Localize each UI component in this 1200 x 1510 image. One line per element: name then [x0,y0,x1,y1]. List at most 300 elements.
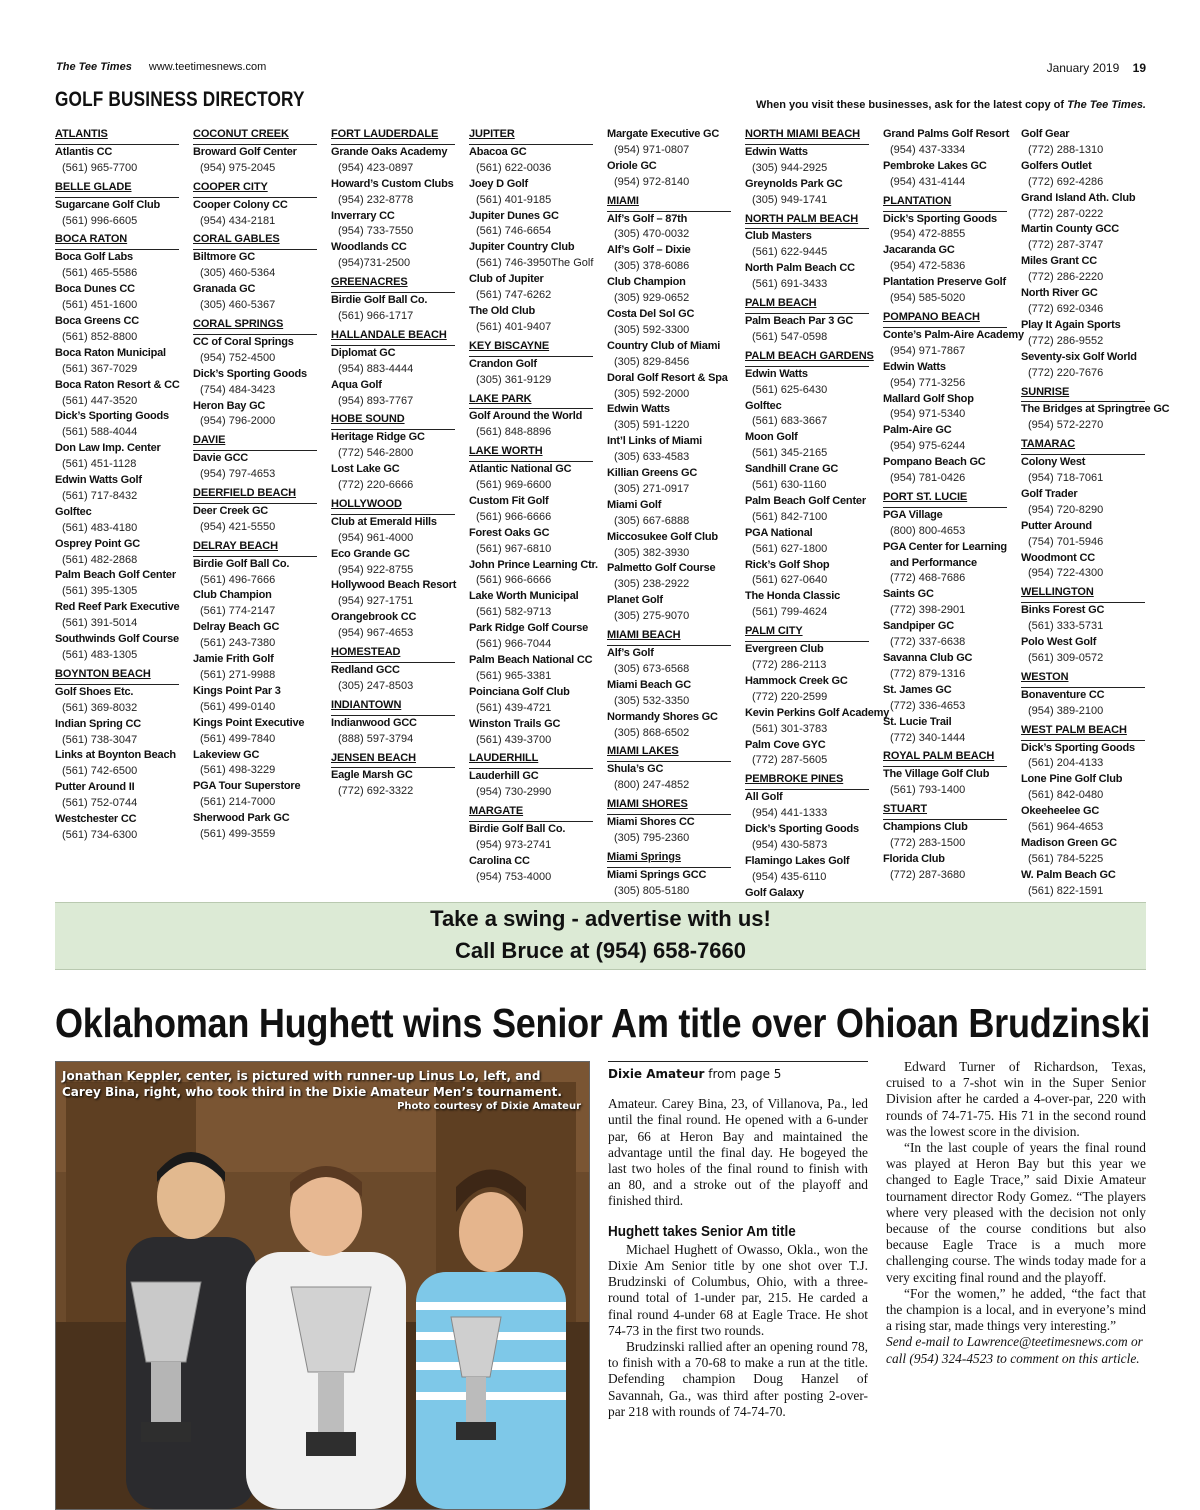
directory-phone: (561) 747-6262 [476,289,552,302]
directory-phone: (305) 592-3300 [614,323,690,336]
directory-business-name: Dick’s Sporting Goods [745,823,859,836]
directory-business-name: Forest Oaks GC [469,526,550,539]
directory-phone: (772) 286-2220 [1028,271,1104,284]
directory-business-name: Aqua Golf [331,378,382,391]
directory-city-heading: PALM CITY [745,624,869,642]
directory-business-name: Lakeview GC [193,748,260,761]
directory-business-name: Golf Shoes Etc. [55,685,134,698]
directory-business-name: Martin County GCC [1021,223,1120,236]
directory-business-name: Carolina CC [469,854,530,867]
directory-business-name: Int’l Links of Miami [607,435,703,448]
directory-business-name: Edwin Watts [883,360,946,373]
directory-phone: (772) 220-2599 [752,690,828,703]
directory-city-heading: Miami Springs [607,850,731,868]
directory-business-name: North Palm Beach CC [745,262,855,275]
directory-phone: (772) 692-0346 [1028,302,1104,315]
directory-phone: (561) 967-6810 [476,542,552,555]
advertise-banner[interactable] [55,902,1146,970]
page-number: 19 [1132,61,1146,75]
directory-business-name: Polo West Golf [1021,636,1097,649]
directory-business-name: Binks Forest GC [1021,604,1105,617]
directory-business-name: John Prince Learning Ctr. [469,558,598,571]
directory-business-name: Atlantic National GC [469,463,572,476]
directory-business-name: Jupiter Dunes GC [469,209,559,222]
directory-business-name: Eagle Marsh GC [331,769,413,782]
directory-phone: (954) 961-4000 [338,531,414,544]
directory-phone: (305) 929-0652 [614,292,690,305]
directory-city-heading: WEST PALM BEACH [1021,723,1145,741]
directory-business-name: Golf Trader [1021,487,1078,500]
directory-phone: (954) 423-0897 [338,161,414,174]
directory-business-name: Boca Golf Labs [55,251,133,264]
directory-phone: (561) 439-3700 [476,733,552,746]
directory-phone: (561) 333-5731 [1028,620,1104,633]
advertise-line-1: Take a swing - advertise with us! [430,906,771,931]
directory-business-name: Grand Island Ath. Club [1021,191,1136,204]
directory-city-heading: KEY BISCAYNE [469,339,593,357]
directory-business-name: Hammock Creek GC [745,674,848,687]
publication-name: The Tee Times [56,61,132,73]
article-paragraph: “In the last couple of years the final round was played at Heron Bay but this year we changed to Eagle Trace,” said Dixie Amateur tournament director Rody Gomez. “The players where very pleased with the decision not only because of the course conditions but also because Eagle Trace is a much more challenging course. The winds today made for a very exciting final round and the playoff. [886,1140,1146,1285]
directory-business-name: Lost Lake GC [331,463,400,476]
directory-business-name: Champions Club [883,821,968,834]
directory-business-name: Crandon Golf [469,357,537,370]
directory-business-name: Links at Boynton Beach [55,749,176,762]
directory-phone: (305) 275-9070 [614,610,690,623]
directory-phone: (305) 944-2925 [752,161,828,174]
directory-business-name: North River GC [1021,287,1098,300]
directory-phone: (561) 369-8032 [62,701,138,714]
photo-illustration [56,1062,589,1509]
directory-business-name: Alf’s Golf [607,647,654,659]
directory-business-name: Birdie Golf Ball Co. [331,294,428,307]
directory-business-name: Miccosukee Golf Club [607,530,718,543]
directory-phone: (772) 283-1500 [890,836,966,849]
directory-phone: (954) 585-5020 [890,292,966,305]
directory-city-heading: PALM BEACH GARDENS [745,349,869,367]
directory-business-name: Country Club of Miami [607,339,721,352]
directory-phone: (954) 971-7867 [890,344,966,357]
directory-city-heading: MARGATE [469,804,593,822]
directory-column-8 [1021,127,1170,900]
directory-note [756,99,1146,111]
article-paragraph: Brudzinski rallied after an opening round 78, to finish with a 70-68 to make a run at the title. Defending champion Doug Hanzel of Savannah, Ga., was third after posting 2-over-par 218 with rounds of 74-74-70. [608,1339,868,1419]
directory-phone: (561) 345-2165 [752,447,828,460]
directory-phone: (561) 752-0744 [62,797,138,810]
directory-phone: (305) 591-1220 [614,419,690,432]
directory-phone: (305) 532-3350 [614,694,690,707]
directory-phone: (561) 842-7100 [752,510,828,523]
directory-business-name: Lake Worth Municipal [469,590,579,603]
directory-phone: (561) 848-8896 [476,426,552,439]
directory-column-2 [193,127,317,843]
directory-city-heading: JENSEN BEACH [331,751,455,769]
directory-city-heading: LAUDERHILL [469,751,593,769]
directory-business-name: Sugarcane Golf Club [55,198,160,211]
directory-business-name: Evergreen Club [745,643,824,656]
directory-business-name: St. Lucie Trail [883,715,952,728]
article-column-2 [886,1059,1146,1367]
directory-business-name: Deer Creek GC [193,504,269,517]
directory-business-name: The Village Golf Club [883,768,990,781]
directory-business-name: Osprey Point GC [55,537,141,550]
directory-city-heading: STUART [883,802,1007,820]
website-link[interactable]: www.teetimesnews.com [148,61,267,73]
directory-phone: (305) 667-6888 [614,514,690,527]
directory-business-name: Dick’s Sporting Goods [1021,741,1135,754]
directory-business-name: Golfers Outlet [1021,159,1092,172]
directory-business-name: Miami Springs GCC [607,868,707,881]
directory-phone: (954) 441-1333 [752,807,828,820]
directory-city-heading: PORT ST. LUCIE [883,490,1007,508]
directory-phone: (954) 733-7550 [338,225,414,238]
directory-phone: (561) 822-1591 [1028,884,1104,897]
directory-phone: (561) 401-9407 [476,320,552,333]
directory-business-name: Don Law Imp. Center [55,442,161,455]
directory-business-name: Lone Pine Golf Club [1021,773,1123,786]
directory-city-heading: MIAMI BEACH [607,628,731,646]
directory-business-name: Woodmont CC [1021,551,1095,564]
directory-business-name: Club at Emerald Hills [331,515,437,528]
directory-phone: (772) 879-1316 [890,667,966,680]
directory-business-name: Golftec [745,399,782,412]
directory-phone: (772) 546-2800 [338,447,414,460]
directory-phone: (305) 673-6568 [614,662,690,675]
directory-city-heading: NORTH MIAMI BEACH [745,127,869,145]
directory-phone: (954) 472-5836 [890,260,966,273]
directory-city-heading: COCONUT CREEK [193,127,317,145]
directory-phone: (954) 472-8855 [890,228,966,241]
directory-phone: (305) 361-9129 [476,373,552,386]
directory-city-heading: GREENACRES [331,275,455,293]
directory-phone: (954)731-2500 [338,257,411,270]
directory-business-name: Palm Beach Golf Center [745,494,866,507]
directory-business-name: Palm Cove GYC [745,738,826,751]
directory-phone: (561) 842-0480 [1028,789,1104,802]
directory-city-heading: HALLANDALE BEACH [331,328,455,346]
directory-business-name: Miami Beach GC [607,678,692,691]
directory-business-name: Palm Beach Par 3 GC [745,314,854,327]
directory-business-name: Sandpiper GC [883,620,954,633]
directory-business-name: Seventy-six Golf World [1021,350,1137,363]
directory-business-name: Woodlands CC [331,241,407,254]
directory-business-name: Madison Green GC [1021,836,1117,849]
directory-phone: (772) 287-3747 [1028,239,1104,252]
directory-city-heading: MIAMI [607,194,731,212]
directory-business-name: Jamie Frith Golf [193,653,274,666]
directory-phone: (561) 966-7044 [476,638,552,651]
directory-business-name: Club Champion [193,589,272,602]
directory-phone: (561) 799-4624 [752,606,828,619]
directory-city-heading: NORTH PALM BEACH [745,212,869,230]
directory-phone: (561) 465-5586 [62,267,138,280]
directory-phone: (954) 435-6110 [752,870,827,883]
directory-business-name: Margate Executive GC [607,128,720,140]
directory-phone: (772) 287-3680 [890,868,966,881]
directory-phone: (954) 883-4444 [338,362,414,375]
directory-business-name: Park Ridge Golf Course [469,622,589,635]
directory-phone: (561) 964-4653 [1028,821,1104,834]
directory-city-heading: PALM BEACH [745,296,869,314]
directory-phone: (954) 753-4000 [476,870,552,883]
directory-phone: (772) 692-3322 [338,785,414,798]
directory-phone: (561) 498-3229 [200,764,276,777]
directory-business-name: Dick’s Sporting Goods [55,410,169,423]
directory-business-name: Mallard Golf Shop [883,392,974,405]
directory-city-heading: CORAL SPRINGS [193,317,317,335]
directory-phone: (561) 451-1128 [62,458,137,471]
directory-phone: (954) 972-8140 [614,175,690,188]
directory-business-name: PGA Center for Learning [883,540,1007,553]
directory-phone: (772) 468-7686 [890,572,966,585]
directory-city-heading: HOLLYWOOD [331,497,455,515]
directory-phone: (561) 401-9185 [476,193,552,206]
directory-phone: (954) 771-3256 [890,376,966,389]
directory-business-name: Cooper Colony CC [193,198,288,211]
directory-phone: (561) 625-6430 [752,383,828,396]
directory-phone: (561) 746-6654 [476,225,552,238]
directory-business-name: Florida Club [883,852,945,865]
directory-city-heading: BELLE GLADE [55,180,179,198]
directory-city-heading: PEMBROKE PINES [745,772,869,790]
directory-business-name: Boca Raton Resort & CC [55,378,180,391]
directory-city-heading: HOBE SOUND [331,412,455,430]
directory-business-name: Miles Grant CC [1021,255,1098,268]
directory-phone: (305) 805-5180 [614,884,690,897]
directory-business-name: Miami Golf [607,498,662,511]
directory-business-name: Costa Del Sol GC [607,307,695,320]
directory-phone: (305) 592-2000 [614,387,690,400]
directory-phone: (561) 746-3950The Golf [476,257,594,270]
directory-business-name: Sandhill Crane GC [745,463,839,476]
article-paragraph: Michael Hughett of Owasso, Okla., won the Dixie Am Senior title by one shot over T.J. Brudzinski of Columbus, Ohio, with a three-round total of 1-under par, 215. He carded a final round 4-under 68 at Eagle Trace. He shot 74-73 in the first two rounds. [608,1241,868,1338]
directory-column-7 [883,127,1024,884]
directory-business-name: Orangebrook CC [331,611,417,624]
directory-city-heading: MIAMI SHORES [607,797,731,815]
directory-phone: (561) 204-4133 [1028,757,1104,770]
directory-business-name: Howard’s Custom Clubs [331,177,454,190]
jump-from: from page 5 [704,1067,782,1081]
directory-phone: (561) 622-0036 [476,161,552,174]
directory-business-name: Killian Greens GC [607,467,698,480]
directory-city-heading: DAVIE [193,433,317,451]
directory-phone: (954) 893-7767 [338,394,414,407]
directory-business-name: Delray Beach GC [193,621,280,634]
directory-business-name: Putter Around II [55,781,135,794]
directory-city-heading: SUNRISE [1021,385,1145,403]
directory-phone: (561) 496-7666 [200,573,276,586]
directory-business-name: Kings Point Par 3 [193,684,281,697]
directory-business-name: Birdie Golf Ball Co. [469,823,566,836]
directory-phone: (561) 965-7700 [62,161,138,174]
directory-phone: (954) 797-4653 [200,468,276,481]
directory-business-name: Dick’s Sporting Goods [193,367,307,380]
directory-phone: (561) 447-3520 [62,394,138,407]
directory-business-name: Eco Grande GC [331,547,410,560]
photo-credit: Photo courtesy of Dixie Amateur [397,1101,581,1112]
directory-business-name: W. Palm Beach GC [1021,868,1116,881]
directory-business-name: Kevin Perkins Golf Academy [745,706,890,719]
directory-phone: (561) 214-7000 [200,796,276,809]
directory-city-heading: PLANTATION [883,194,1007,212]
directory-business-name: Palm Beach National CC [469,654,593,666]
directory-column-4 [469,127,598,886]
directory-city-heading: ATLANTIS [55,127,179,145]
directory-phone: (954) 730-2990 [476,786,552,799]
directory-phone: (305) 460-5364 [200,267,276,280]
directory-phone: (561) 965-3381 [476,669,552,682]
directory-city-heading: MIAMI LAKES [607,744,731,762]
directory-phone: (561) 582-9713 [476,606,552,619]
directory-phone: (954) 752-4500 [200,351,276,364]
directory-phone: (561) 588-4044 [62,426,138,439]
directory-business-name: The Honda Classic [745,590,841,603]
directory-phone: (954) 796-2000 [200,415,276,428]
directory-phone: (954) 722-4300 [1028,567,1104,580]
directory-business-name: Putter Around [1021,519,1092,532]
directory-phone: (954) 431-4144 [890,175,966,188]
directory-title: GOLF BUSINESS DIRECTORY [55,88,305,111]
directory-business-name: Red Reef Park Executive [55,601,180,614]
directory-phone: (772) 286-9552 [1028,334,1104,347]
directory-phone: (954) 718-7061 [1028,472,1104,485]
directory-business-name: Heritage Ridge GC [331,431,425,444]
directory-business-name: Golf Galaxy [745,886,804,899]
directory-phone: (561) 774-2147 [200,605,276,618]
directory-business-name: Lauderhill GC [469,770,539,783]
directory-city-heading: BOCA RATON [55,232,179,250]
directory-phone: (954) 781-0426 [890,472,966,485]
directory-phone: (561) 483-4180 [62,521,138,534]
article-column-1 [608,1061,868,1420]
directory-phone: (954) 975-2045 [200,161,276,174]
directory-phone: (305) 470-0032 [614,228,690,241]
directory-business-name: PGA Village [883,508,943,521]
directory-business-name: Heron Bay GC [193,399,266,412]
directory-business-name: Palm Beach Golf Center [55,569,176,582]
directory-phone: (561) 996-6605 [62,214,138,227]
directory-phone: (305) 795-2360 [614,831,690,844]
directory-phone: (305) 829-8456 [614,355,690,368]
directory-phone: (561) 630-1160 [752,479,827,492]
directory-city-heading: LAKE PARK [469,392,593,410]
directory-city-heading: TAMARAC [1021,437,1145,455]
directory-phone: (954) 232-8778 [338,193,414,206]
directory-business-name: Pompano Beach GC [883,456,986,469]
directory-business-name: Savanna Club GC [883,652,973,664]
directory-city-heading: LAKE WORTH [469,444,593,462]
directory-phone: (561) 627-1800 [752,542,828,555]
directory-business-name: Abacoa GC [469,145,527,158]
directory-phone: (754) 484-3423 [200,383,276,396]
directory-business-name: Edwin Watts [607,403,670,416]
directory-phone: (561) 969-6600 [476,479,552,492]
directory-business-name: Golftec [55,505,92,518]
directory-phone: (305) 247-8503 [338,679,414,692]
directory-business-name: Oriole GC [607,159,657,172]
directory-phone: (561) 243-7380 [200,637,276,650]
directory-phone: (772) 287-5605 [752,754,828,767]
directory-business-name: Dick’s Sporting Goods [883,212,997,225]
directory-city-heading: JUPITER [469,127,593,145]
directory-phone: (954) 430-5873 [752,838,828,851]
directory-phone: (954) 572-2270 [1028,419,1104,432]
article-subhead: Hughett takes Senior Am title [608,1222,796,1240]
directory-phone: (772) 398-2901 [890,604,966,617]
directory-city-heading: INDIANTOWN [331,698,455,716]
directory-business-name: Edwin Watts [745,367,808,380]
directory-business-name: Edwin Watts Golf [55,474,142,487]
directory-business-name: Grande Oaks Academy [331,145,448,158]
directory-column-5 [607,127,731,900]
directory-business-name: Boca Dunes CC [55,283,135,296]
directory-business-name: Shula’s GC [607,763,664,776]
directory-city-heading: COOPER CITY [193,180,317,198]
directory-business-name: Sherwood Park GC [193,812,290,825]
directory-business-name: Boca Raton Municipal [55,346,166,359]
directory-business-name: Grand Palms Golf Resort [883,128,1010,140]
directory-city-heading: DEERFIELD BEACH [193,486,317,504]
directory-phone: (561) 966-6666 [476,510,552,523]
directory-phone: (561) 966-6666 [476,574,552,587]
directory-business-name: Indianwood GCC [331,716,417,729]
directory-business-name: Colony West [1021,456,1086,469]
advertise-line-2: Call Bruce at (954) 658-7660 [454,938,747,963]
directory-phone: (954) 437-3334 [890,143,966,156]
running-header-right [1047,61,1146,75]
directory-business-name: Inverrary CC [331,209,395,222]
directory-business-name: Custom Fit Golf [469,494,549,507]
article-paragraph: Amateur. Carey Bina, 23, of Villanova, Pa., led until the final round. He opened with a 6-under par, 66 at Heron Bay and maintained the advantage until the final day. He bogeyed the last two holes of the final round to finish with an 80, and a stroke out of the playoff and finished third. [608,1096,868,1209]
directory-phone: (561) 499-0140 [200,700,276,713]
directory-business-name: Planet Golf [607,594,663,607]
directory-business-name: Granada GC [193,283,256,296]
directory-city-heading: BOYNTON BEACH [55,667,179,685]
directory-business-name: Redland GCC [331,664,400,676]
running-header-left [56,61,266,73]
directory-phone: (561) 301-3783 [752,722,828,735]
directory-phone: (954) 434-2181 [200,214,276,227]
directory-business-name: Miami Shores CC [607,816,695,829]
directory-city-heading: DELRAY BEACH [193,539,317,557]
directory-business-name: Plantation Preserve Golf [883,276,1006,289]
directory-phone: (772) 220-7676 [1028,366,1104,379]
directory-column-6 [745,127,890,918]
directory-business-name: Alf’s Golf – Dixie [607,244,691,257]
directory-business-name: Diplomat GC [331,346,396,359]
directory-business-name: Winston Trails GC [469,717,561,730]
directory-business-name: Rick’s Golf Shop [745,558,830,571]
directory-phone: (772) 287-0222 [1028,207,1104,220]
directory-phone: (954) 973-2741 [476,838,552,851]
directory-business-name: Edwin Watts [745,145,808,158]
directory-phone: (561) 499-3559 [200,828,276,841]
directory-phone: (954) 922-8755 [338,563,414,576]
directory-business-name: Normandy Shores GC [607,710,718,723]
directory-phone: (561) 483-1305 [62,649,138,661]
directory-column-3 [331,127,455,800]
issue-date: January 2019 [1046,61,1120,75]
directory-business-name: Moon Golf [745,431,798,444]
directory-business-name: Indian Spring CC [55,717,142,730]
directory-note-publication: The Tee Times. [1067,99,1146,111]
directory-business-name: The Old Club [469,304,536,317]
directory-phone: (772) 337-6638 [890,636,966,649]
directory-phone: (561) 391-5014 [62,617,138,630]
directory-phone: (772) 286-2113 [752,659,827,671]
directory-phone: (954) 975-6244 [890,440,966,453]
directory-business-name: Palmetto Golf Course [607,562,716,575]
